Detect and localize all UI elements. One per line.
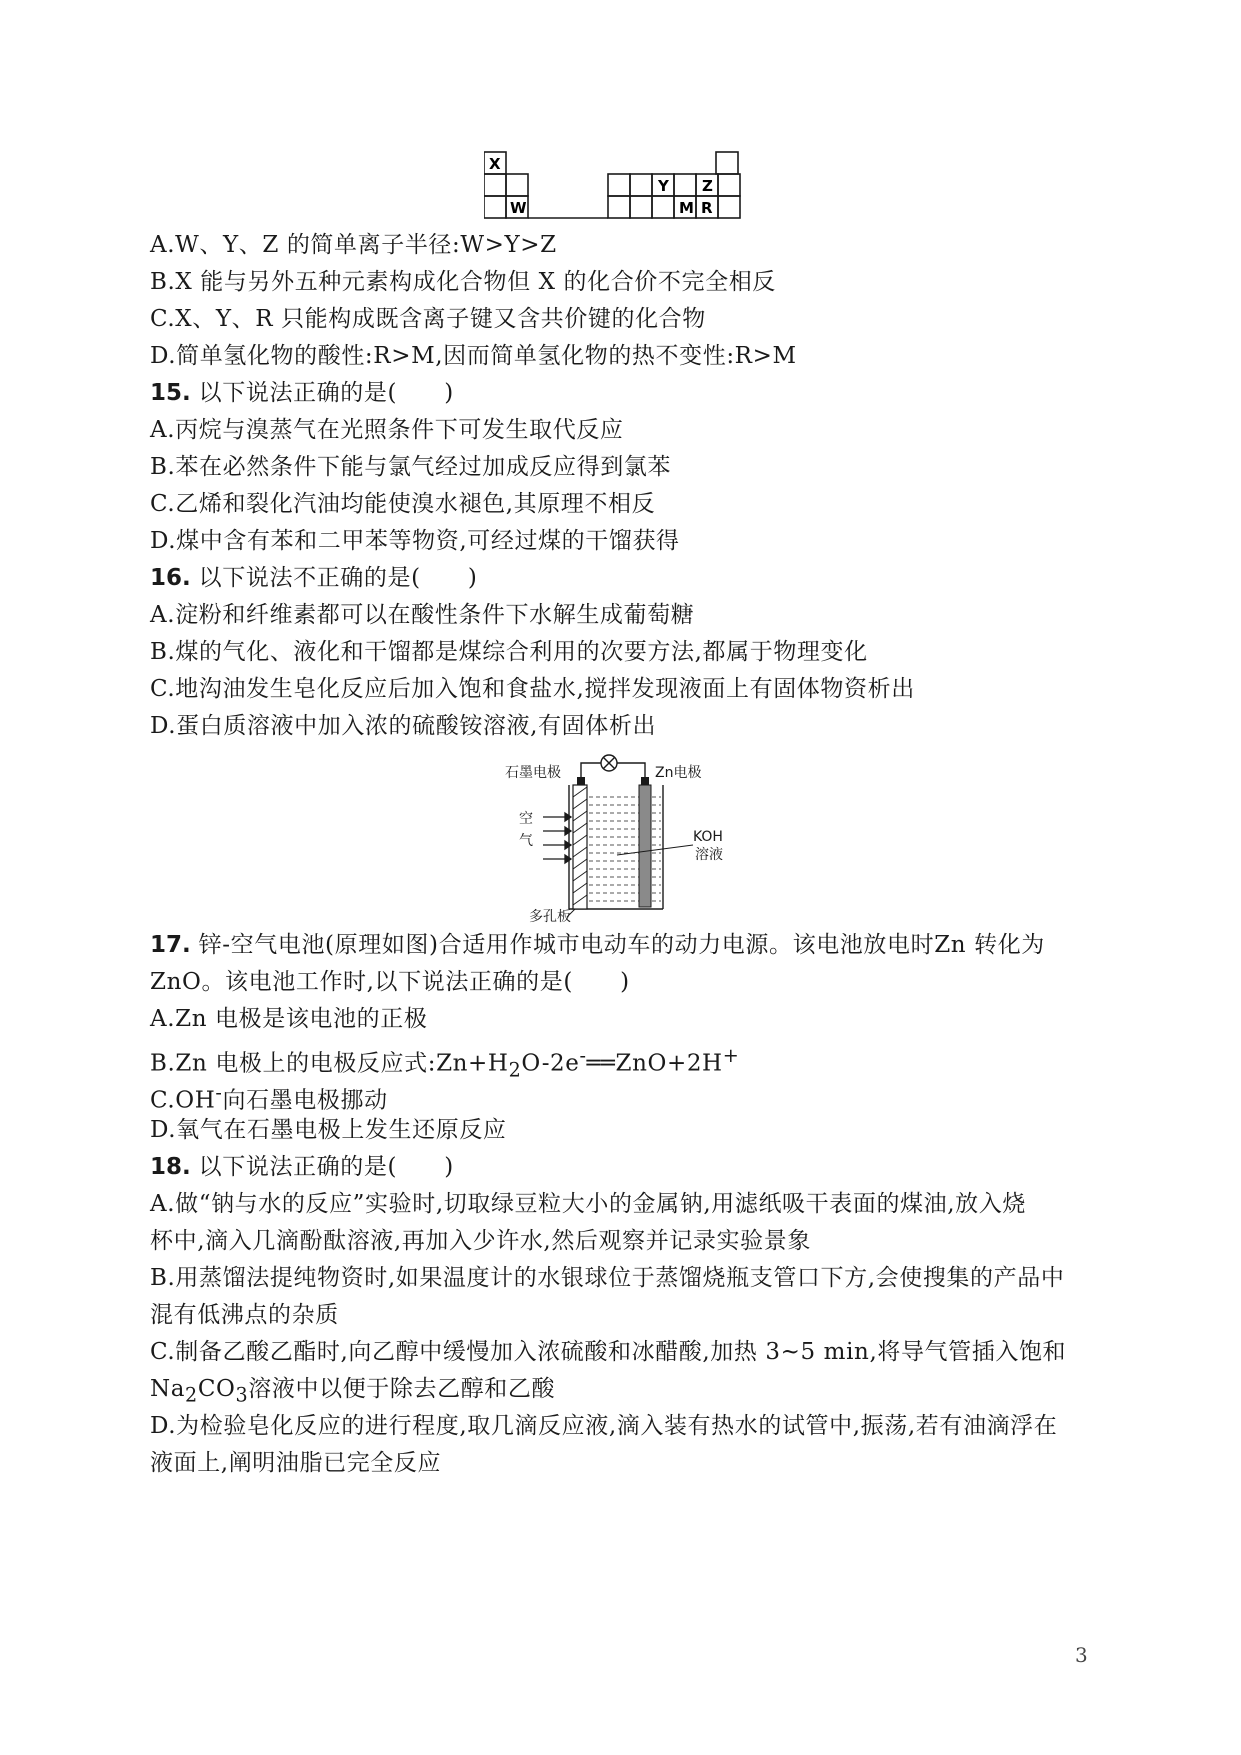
q15-option-b: B.苯在必然条件下能与氯气经过加成反应得到氯苯 (150, 454, 672, 480)
q15-number: 15. (150, 380, 191, 406)
pt-label-m: M (679, 199, 694, 217)
q18-option-b-line2: 混有低沸点的杂质 (150, 1302, 339, 1328)
q17-b-prefix: B.Zn 电极上的电极反应式:Zn+H (150, 1050, 509, 1077)
q17-stem-text: 锌-空气电池(原理如图)合适用作城市电动车的动力电源。该电池放电时Zn 转化为 (198, 932, 1045, 958)
q17-number: 17. (150, 932, 191, 958)
periodic-table-svg (484, 150, 764, 222)
q18-option-d-line1: D.为检验皂化反应的进行程度,取几滴反应液,滴入装有热水的试管中,振荡,若有油滴浮在 (150, 1413, 1058, 1439)
pt-label-y: Y (658, 177, 669, 195)
q16-option-a: A.淀粉和纤维素都可以在酸性条件下水解生成葡萄糖 (150, 602, 695, 628)
q17-option-a: A.Zn 电极是该电池的正极 (150, 1006, 428, 1032)
q17-stem-line2: ZnO。该电池工作时,以下说法正确的是( ) (150, 969, 630, 995)
q14-option-a: A.W、Y、Z 的简单离子半径:W>Y>Z (150, 232, 557, 258)
battery-diagram-svg (505, 753, 745, 923)
air-label-1: 空 (519, 811, 533, 827)
q18-option-a-line1: A.做“钠与水的反应”实验时,切取绿豆粒大小的金属钠,用滤纸吸干表面的煤油,放入烧 (150, 1191, 1026, 1217)
q18-c-sub2: 3 (235, 1383, 249, 1407)
q17-c-suffix: 向石墨电极挪动 (222, 1087, 388, 1114)
q17-b-suffix: ZnO+2H (615, 1050, 723, 1077)
q16-option-b: B.煤的气化、液化和干馏都是煤综合利用的次要方法,都属于物理变化 (150, 639, 868, 665)
q18-c-sub1: 2 (185, 1383, 198, 1407)
q18-option-b-line1: B.用蒸馏法提纯物资时,如果温度计的水银球位于蒸馏烧瓶支管口下方,会使搜集的产品中 (150, 1265, 1065, 1291)
q17-stem-line1 (150, 930, 1045, 960)
q18-option-c-line2 (150, 1374, 555, 1411)
q16-number: 16. (150, 565, 191, 591)
q17-c-prefix: C.OH (150, 1087, 216, 1114)
q18-stem-text: 以下说法正确的是( ) (198, 1154, 454, 1180)
q17-b-mid: O-2e (521, 1050, 580, 1077)
q15-stem (150, 378, 454, 408)
q18-number: 18. (150, 1154, 191, 1180)
q18-option-d-line2: 液面上,阐明油脂已完全反应 (150, 1450, 442, 1476)
q14-option-b: B.X 能与另外五种元素构成化合物但 X 的化合价不完全相反 (150, 269, 776, 295)
q15-option-a: A.丙烷与溴蒸气在光照条件下可发生取代反应 (150, 417, 624, 443)
porous-plate-label: 多孔板 (529, 909, 571, 923)
koh-label: KOH (693, 829, 723, 845)
q17-b-sup: - (579, 1044, 587, 1067)
page-number: 3 (1075, 1643, 1088, 1667)
graphite-electrode-label: 石墨电极 (505, 765, 561, 781)
q17-option-d: D.氧气在石墨电极上发生还原反应 (150, 1117, 507, 1143)
q15-option-c: C.乙烯和裂化汽油均能使溴水褪色,其原理不相反 (150, 491, 656, 517)
q14-option-d: D.简单氢化物的酸性:R>M,因而简单氢化物的热不变性:R>M (150, 343, 797, 369)
q18-stem (150, 1152, 454, 1182)
zinc-air-battery-figure (505, 753, 745, 927)
q17-b-sup2: + (722, 1044, 740, 1067)
q16-option-c: C.地沟油发生皂化反应后加入饱和食盐水,搅拌发现液面上有固体物资析出 (150, 676, 915, 702)
q16-stem (150, 563, 477, 593)
pt-label-r: R (701, 199, 713, 217)
pt-label-w: W (510, 199, 527, 217)
solution-label: 溶液 (695, 847, 723, 863)
q16-option-d: D.蛋白质溶液中加入浓的硫酸铵溶液,有固体析出 (150, 713, 657, 739)
q17-option-c (150, 1078, 388, 1116)
q15-stem-text: 以下说法正确的是( ) (198, 380, 454, 406)
periodic-table-figure (484, 150, 764, 226)
q15-option-d: D.煤中含有苯和二甲苯等物资,可经过煤的干馏获得 (150, 528, 680, 554)
q17-c-sup: - (215, 1081, 223, 1104)
q18-c-prefix: Na (150, 1376, 186, 1402)
q17-b-arrow: ══ (586, 1050, 616, 1077)
air-label-2: 气 (519, 833, 533, 849)
zn-electrode-label: Zn电极 (655, 765, 702, 781)
q18-c-suffix: 溶液中以便于除去乙醇和乙酸 (248, 1376, 556, 1402)
q16-stem-text: 以下说法不正确的是( ) (198, 565, 478, 591)
q18-option-c-line1: C.制备乙酸乙酯时,向乙醇中缓慢加入浓硫酸和冰醋酸,加热 3~5 min,将导气管插入饱和 (150, 1339, 1067, 1365)
pt-label-x: X (489, 155, 501, 173)
q14-option-c: C.X、Y、R 只能构成既含离子键又含共价键的化合物 (150, 306, 706, 332)
q18-c-mid: CO (197, 1376, 236, 1402)
q17-b-sub: 2 (508, 1058, 522, 1082)
pt-label-z: Z (702, 177, 713, 195)
q18-option-a-line2: 杯中,滴入几滴酚酞溶液,再加入少许水,然后观察并记录实验景象 (150, 1228, 811, 1254)
